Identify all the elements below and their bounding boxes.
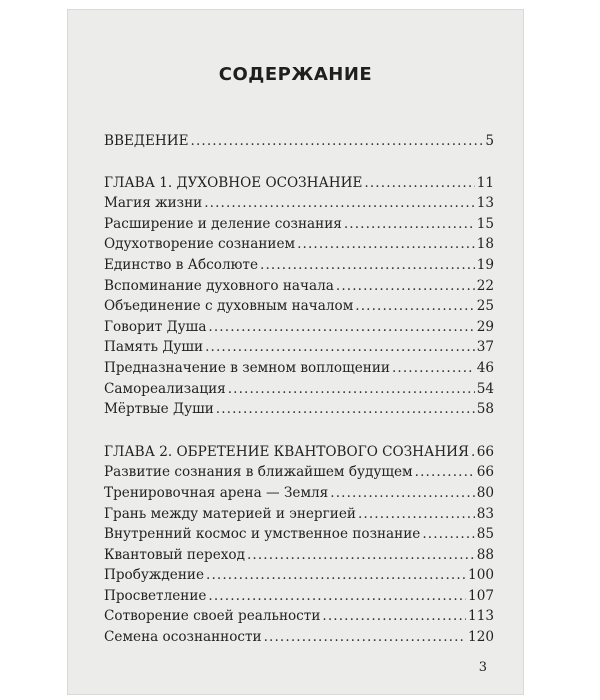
dot-leader [260, 255, 475, 276]
toc-chapter-2 [104, 442, 494, 463]
dot-leader [364, 173, 474, 194]
toc-entry [104, 565, 494, 586]
toc-entry-label: Развитие сознания в ближайшем будущем [104, 464, 413, 481]
toc-entry-label: Объединение с духовным началом [104, 298, 354, 315]
book-page [68, 10, 523, 694]
toc-entry-label: Квантовый переход [104, 546, 245, 563]
toc-entry-page: 58 [476, 401, 494, 418]
toc-entry-page: 25 [476, 298, 494, 315]
page-number: 3 [478, 660, 487, 675]
dot-leader [471, 442, 475, 463]
toc-entry-label: Семена осознанности [104, 629, 262, 646]
dot-leader [191, 131, 484, 152]
toc-entry [104, 504, 494, 525]
toc-entry-page: 46 [476, 359, 494, 376]
toc-entry [104, 379, 494, 400]
toc-entry [104, 214, 494, 235]
table-of-contents [104, 131, 494, 648]
dot-leader [208, 586, 466, 607]
toc-entry-page: 88 [476, 546, 494, 563]
toc-entry-page: 107 [468, 587, 494, 604]
dot-leader [297, 234, 475, 255]
dot-leader [204, 193, 474, 214]
dot-leader [208, 317, 474, 338]
toc-entry [104, 296, 494, 317]
toc-chapter-page: 66 [476, 443, 494, 460]
toc-entry-label: Мёртвые Души [104, 401, 214, 418]
toc-entry-page: 100 [468, 567, 494, 584]
toc-entry-label: Тренировочная арена — Земля [104, 484, 329, 501]
dot-leader [322, 606, 466, 627]
dot-leader [205, 337, 475, 358]
toc-entry [104, 606, 494, 627]
dot-leader [355, 296, 474, 317]
toc-entry-label: Грань между материей и энергией [104, 505, 356, 522]
toc-entry-label: Внутренний космос и умственное познание [104, 526, 421, 543]
toc-entry-label: Сотворение своей реальности [104, 608, 321, 625]
toc-entry-label: Говорит Душа [104, 318, 207, 335]
toc-entry [104, 483, 494, 504]
toc-chapter-1 [104, 173, 494, 194]
toc-entry [104, 193, 494, 214]
toc-chapter-label: ГЛАВА 1. ДУХОВНОЕ ОСОЗНАНИЕ [104, 174, 363, 191]
toc-entry-label: Магия жизни [104, 195, 203, 212]
toc-entry [104, 399, 494, 420]
dot-leader [358, 504, 475, 525]
dot-leader [228, 379, 475, 400]
toc-entry [104, 317, 494, 338]
dot-leader [247, 545, 475, 566]
toc-entry [104, 255, 494, 276]
toc-entry-page: 37 [476, 339, 494, 356]
dot-leader [330, 483, 474, 504]
toc-entry [104, 524, 494, 545]
toc-entry-label: Пробуждение [104, 567, 205, 584]
dot-leader [344, 214, 475, 235]
toc-entry [104, 586, 494, 607]
toc-entry [104, 276, 494, 297]
toc-entry-page: 19 [476, 256, 494, 273]
toc-entry [104, 234, 494, 255]
toc-entry-page: 54 [476, 380, 494, 397]
toc-entry-page: 120 [468, 629, 494, 646]
dot-leader [422, 524, 474, 545]
toc-entry-label: Предназначение в земном воплощении [104, 359, 390, 376]
toc-entry-page: 85 [476, 526, 494, 543]
toc-entry-page: 113 [468, 608, 494, 625]
toc-entry-page: 22 [476, 277, 494, 294]
toc-entry-label: Вспоминание духовного начала [104, 277, 334, 294]
dot-leader [336, 276, 475, 297]
dot-leader [264, 627, 466, 648]
toc-entry-page: 5 [485, 133, 494, 149]
toc-entry-page: 18 [476, 236, 494, 253]
toc-entry [104, 545, 494, 566]
toc-entry-page: 66 [476, 464, 494, 481]
dot-leader [415, 462, 475, 483]
toc-entry [104, 627, 494, 648]
toc-entry-label: Расширение и деление сознания [104, 215, 342, 232]
toc-entry-page: 13 [476, 195, 494, 212]
toc-entry-label: Единство в Абсолюте [104, 256, 258, 273]
toc-entry-page: 80 [476, 484, 494, 501]
dot-leader [206, 565, 466, 586]
toc-entry-label: ВВЕДЕНИЕ [104, 133, 189, 149]
toc-entry-intro [104, 131, 494, 152]
toc-chapter-page: 11 [476, 174, 494, 191]
toc-entry-label: Самореализация [104, 380, 226, 397]
toc-entry [104, 358, 494, 379]
toc-entry-page: 29 [476, 318, 494, 335]
toc-entry-label: Просветление [104, 587, 207, 604]
toc-entry-label: Одухотворение сознанием [104, 236, 296, 253]
toc-entry [104, 462, 494, 483]
dot-leader [392, 358, 475, 379]
toc-chapter-label: ГЛАВА 2. ОБРЕТЕНИЕ КВАНТОВОГО СОЗНАНИЯ [104, 443, 470, 460]
toc-entry-page: 15 [476, 215, 494, 232]
dot-leader [216, 399, 475, 420]
toc-entry-page: 83 [476, 505, 494, 522]
page-title: СОДЕРЖАНИЕ [218, 64, 373, 85]
toc-entry [104, 337, 494, 358]
toc-entry-label: Память Души [104, 339, 204, 356]
